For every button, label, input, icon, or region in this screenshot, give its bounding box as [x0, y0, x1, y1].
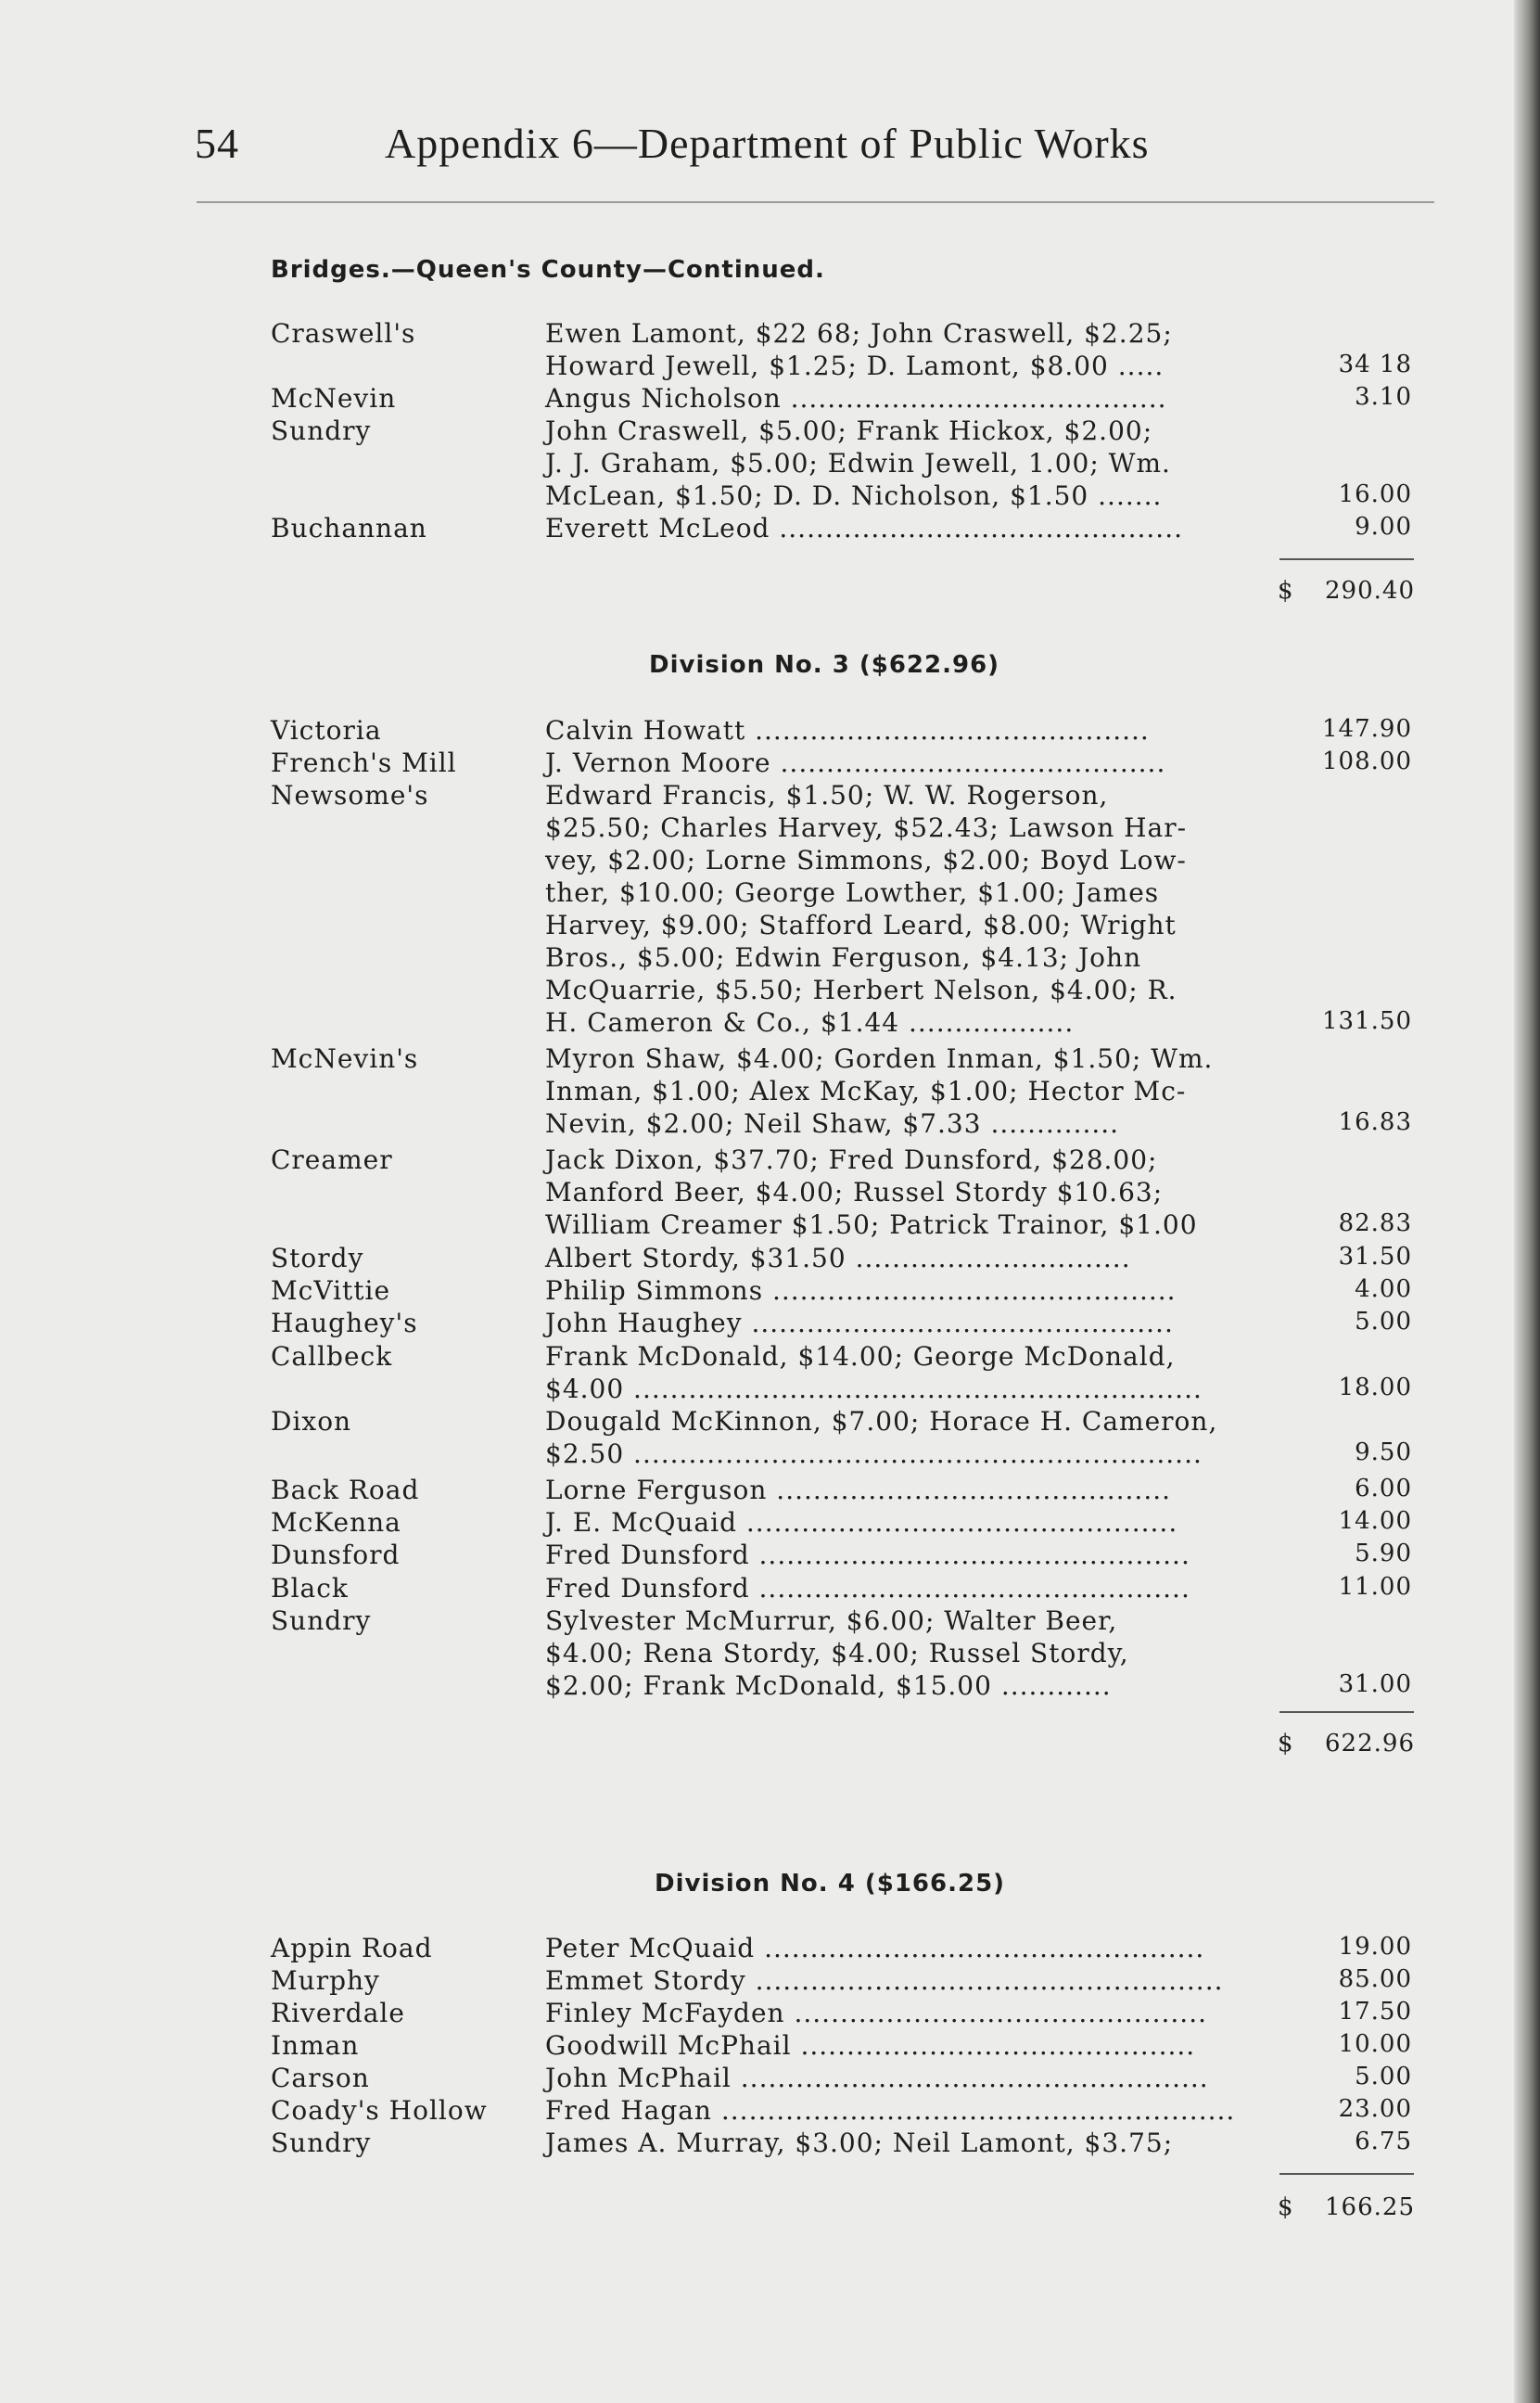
- payee-detail: Ewen Lamont, $22 68; John Craswell, $2.25;: [545, 318, 1173, 349]
- place-name: Dunsford: [271, 1540, 401, 1570]
- ledger-row: [0, 845, 1540, 878]
- payee-detail: Frank McDonald, $14.00; George McDonald,: [545, 1341, 1176, 1372]
- ledger-row: [0, 1540, 1540, 1573]
- place-name: Creamer: [271, 1144, 393, 1175]
- payee-detail: Howard Jewell, $1.25; D. Lamont, $8.00 .....: [545, 351, 1165, 381]
- amount: 34 18: [1338, 351, 1412, 378]
- ledger-row: [0, 1998, 1540, 2031]
- amount: 14.00: [1338, 1507, 1412, 1535]
- amount: 5.00: [1355, 2063, 1412, 2090]
- ledger-row: [0, 1275, 1540, 1309]
- amount: 31.50: [1338, 1243, 1412, 1271]
- amount: 5.90: [1355, 1540, 1412, 1567]
- ledger-row: [0, 1341, 1540, 1374]
- place-name: Victoria: [271, 715, 382, 746]
- payee-detail: John McPhail ...................................................: [545, 2063, 1209, 2093]
- ledger-row: [0, 942, 1540, 976]
- amount: 4.00: [1355, 1275, 1412, 1303]
- ledger-row: [0, 1605, 1540, 1639]
- payee-detail: $2.00; Frank McDonald, $15.00 ............: [545, 1670, 1112, 1701]
- amount: 18.00: [1338, 1374, 1412, 1401]
- ledger-row: [0, 1108, 1540, 1142]
- page-number: 54: [195, 120, 239, 167]
- ledger-row: [0, 1043, 1540, 1077]
- place-name: McKenna: [271, 1507, 401, 1538]
- ledger-row: [0, 1573, 1540, 1606]
- payee-detail: Lorne Ferguson ...........................................: [545, 1475, 1172, 1505]
- ledger-row: [0, 2128, 1540, 2161]
- ledger-row: [0, 1933, 1540, 1966]
- payee-detail: Sylvester McMurrur, $6.00; Walter Beer,: [545, 1605, 1118, 1636]
- amount: 31.00: [1338, 1670, 1412, 1698]
- amount: 9.00: [1355, 513, 1412, 541]
- payee-detail: $4.00; Rena Stordy, $4.00; Russel Stordy,: [545, 1638, 1129, 1668]
- page-header: [195, 119, 1428, 184]
- amount: 3.10: [1355, 383, 1412, 411]
- ledger-row: [0, 812, 1540, 846]
- payee-detail: Dougald McKinnon, $7.00; Horace H. Cameron,: [545, 1406, 1218, 1437]
- payee-detail: Peter McQuaid ................................................: [545, 1933, 1205, 1963]
- place-name: Appin Road: [271, 1933, 433, 1963]
- payee-detail: Myron Shaw, $4.00; Gorden Inman, $1.50; Wm.: [545, 1043, 1214, 1074]
- ledger-row: [0, 318, 1540, 352]
- payee-detail: John Haughey ..............................................: [545, 1308, 1174, 1338]
- payee-detail: $2.50 ..............................................................: [545, 1438, 1203, 1469]
- payee-detail: Fred Hagan ........................................................: [545, 2095, 1236, 2126]
- payee-detail: Everett McLeod ............................................: [545, 513, 1184, 543]
- ledger-row: [0, 383, 1540, 416]
- amount: 17.50: [1338, 1998, 1412, 2026]
- dollar-sign: $: [1278, 577, 1294, 605]
- place-name: Black: [271, 1573, 349, 1604]
- payee-detail: John Craswell, $5.00; Frank Hickox, $2.00;: [545, 415, 1153, 446]
- payee-detail: Albert Stordy, $31.50 ..............................: [545, 1243, 1131, 1273]
- ledger-row: [0, 448, 1540, 481]
- payee-detail: $25.50; Charles Harvey, $52.43; Lawson Har-: [545, 812, 1188, 843]
- place-name: Haughey's: [271, 1308, 418, 1338]
- ledger-row: [0, 1507, 1540, 1540]
- place-name: Stordy: [271, 1243, 364, 1273]
- amount: 16.00: [1338, 480, 1412, 508]
- place-name: Coady's Hollow: [271, 2095, 488, 2126]
- amount: 10.00: [1338, 2030, 1412, 2058]
- payee-detail: Philip Simmons ............................................: [545, 1275, 1177, 1306]
- ledger-row: [0, 1177, 1540, 1210]
- ledger-row: [0, 1475, 1540, 1508]
- place-name: Sundry: [271, 2128, 372, 2158]
- place-name: McNevin's: [271, 1043, 419, 1074]
- payee-detail: ther, $10.00; George Lowther, $1.00; James: [545, 877, 1160, 908]
- payee-detail: Harvey, $9.00; Stafford Leard, $8.00; Wright: [545, 910, 1177, 940]
- amount: 85.00: [1338, 1965, 1412, 1993]
- ledger-row: [0, 715, 1540, 748]
- payee-detail: Fred Dunsford ...............................................: [545, 1573, 1190, 1604]
- payee-detail: William Creamer $1.50; Patrick Trainor, $1.00: [545, 1209, 1198, 1240]
- ledger-row: [0, 780, 1540, 813]
- payee-detail: Inman, $1.00; Alex McKay, $1.00; Hector Mc-: [545, 1076, 1187, 1106]
- payee-detail: Goodwill McPhail ...........................................: [545, 2030, 1196, 2061]
- payee-detail: Edward Francis, $1.50; W. W. Rogerson,: [545, 780, 1109, 811]
- ledger-row: [0, 1638, 1540, 1671]
- ledger-row: [0, 480, 1540, 514]
- amount: 5.00: [1355, 1308, 1412, 1336]
- place-name: McNevin: [271, 383, 397, 414]
- running-title: Appendix 6—Department of Public Works: [385, 120, 1150, 167]
- place-name: Carson: [271, 2063, 370, 2093]
- ledger-row: [0, 910, 1540, 943]
- ledger-row: [0, 1965, 1540, 1999]
- ledger-row: [0, 1374, 1540, 1407]
- amount: 6.00: [1355, 1475, 1412, 1502]
- place-name: Murphy: [271, 1965, 380, 1996]
- ledger-row: [0, 1308, 1540, 1341]
- sum-rule: [1279, 2173, 1414, 2175]
- payee-detail: H. Cameron & Co., $1.44 ..................: [545, 1007, 1075, 1038]
- amount: 108.00: [1322, 748, 1412, 775]
- ledger-row: [0, 1076, 1540, 1109]
- amount: 23.00: [1338, 2095, 1412, 2123]
- ledger-row: [0, 2063, 1540, 2096]
- payee-detail: Finley McFayden .............................................: [545, 1998, 1207, 2028]
- payee-detail: James A. Murray, $3.00; Neil Lamont, $3.75;: [545, 2128, 1174, 2158]
- dollar-sign: $: [1278, 1730, 1294, 1758]
- payee-detail: Emmet Stordy ...................................................: [545, 1965, 1224, 1996]
- section-heading: Division No. 4 ($166.25): [655, 1870, 1006, 1898]
- ledger-row: [0, 1243, 1540, 1276]
- place-name: Sundry: [271, 1605, 372, 1636]
- place-name: Craswell's: [271, 318, 416, 349]
- place-name: Inman: [271, 2030, 360, 2061]
- amount: 6.75: [1355, 2128, 1412, 2155]
- section-heading: Division No. 3 ($622.96): [649, 651, 1000, 679]
- amount: 16.83: [1338, 1108, 1412, 1136]
- ledger-row: [0, 1209, 1540, 1243]
- ledger-row: [0, 2030, 1540, 2064]
- place-name: McVittie: [271, 1275, 391, 1306]
- place-name: Newsome's: [271, 780, 429, 811]
- place-name: French's Mill: [271, 748, 457, 778]
- payee-detail: $4.00 ..............................................................: [545, 1374, 1203, 1404]
- payee-detail: McQuarrie, $5.50; Herbert Nelson, $4.00; R.: [545, 975, 1177, 1005]
- ledger-row: [0, 748, 1540, 781]
- payee-detail: Angus Nicholson .........................................: [545, 383, 1167, 414]
- payee-detail: Bros., $5.00; Edwin Ferguson, $4.13; John: [545, 942, 1142, 973]
- total-value: 622.96: [1325, 1730, 1415, 1758]
- payee-detail: Manford Beer, $4.00; Russel Stordy $10.63;: [545, 1177, 1164, 1208]
- payee-detail: J. E. McQuaid ...............................................: [545, 1507, 1178, 1538]
- dollar-sign: $: [1278, 2193, 1294, 2221]
- payee-detail: Nevin, $2.00; Neil Shaw, $7.33 ..............: [545, 1108, 1120, 1139]
- amount: 19.00: [1338, 1933, 1412, 1961]
- place-name: Sundry: [271, 415, 372, 446]
- payee-detail: J. J. Graham, $5.00; Edwin Jewell, 1.00; Wm.: [545, 448, 1171, 479]
- payee-detail: Jack Dixon, $37.70; Fred Dunsford, $28.00;: [545, 1144, 1158, 1175]
- section-heading: Bridges.—Queen's County—Continued.: [271, 256, 825, 284]
- ledger-row: [0, 513, 1540, 546]
- total-value: 290.40: [1325, 577, 1415, 605]
- place-name: Buchannan: [271, 513, 427, 543]
- ledger-row: [0, 351, 1540, 384]
- amount: 147.90: [1322, 715, 1412, 743]
- ledger-row: [0, 2095, 1540, 2128]
- amount: 9.50: [1355, 1438, 1412, 1466]
- sum-rule: [1279, 558, 1414, 560]
- sum-rule: [1279, 1711, 1414, 1713]
- place-name: Riverdale: [271, 1998, 405, 2028]
- place-name: Dixon: [271, 1406, 352, 1437]
- payee-detail: J. Vernon Moore ..........................................: [545, 748, 1166, 778]
- ledger-row: [0, 1406, 1540, 1439]
- header-rule: [197, 201, 1434, 203]
- total-value: 166.25: [1325, 2193, 1415, 2221]
- ledger-row: [0, 1438, 1540, 1472]
- payee-detail: Calvin Howatt ...........................................: [545, 715, 1150, 746]
- ledger-row: [0, 975, 1540, 1008]
- ledger-row: [0, 877, 1540, 911]
- ledger-row: [0, 1144, 1540, 1178]
- payee-detail: Fred Dunsford ...............................................: [545, 1540, 1190, 1570]
- amount: 11.00: [1338, 1573, 1412, 1601]
- ledger-row: [0, 415, 1540, 449]
- payee-detail: McLean, $1.50; D. D. Nicholson, $1.50 .......: [545, 480, 1163, 511]
- place-name: Callbeck: [271, 1341, 393, 1372]
- amount: 82.83: [1338, 1209, 1412, 1237]
- ledger-row: [0, 1670, 1540, 1704]
- place-name: Back Road: [271, 1475, 420, 1505]
- ledger-row: [0, 1007, 1540, 1041]
- amount: 131.50: [1322, 1007, 1412, 1035]
- payee-detail: vey, $2.00; Lorne Simmons, $2.00; Boyd Low-: [545, 845, 1187, 876]
